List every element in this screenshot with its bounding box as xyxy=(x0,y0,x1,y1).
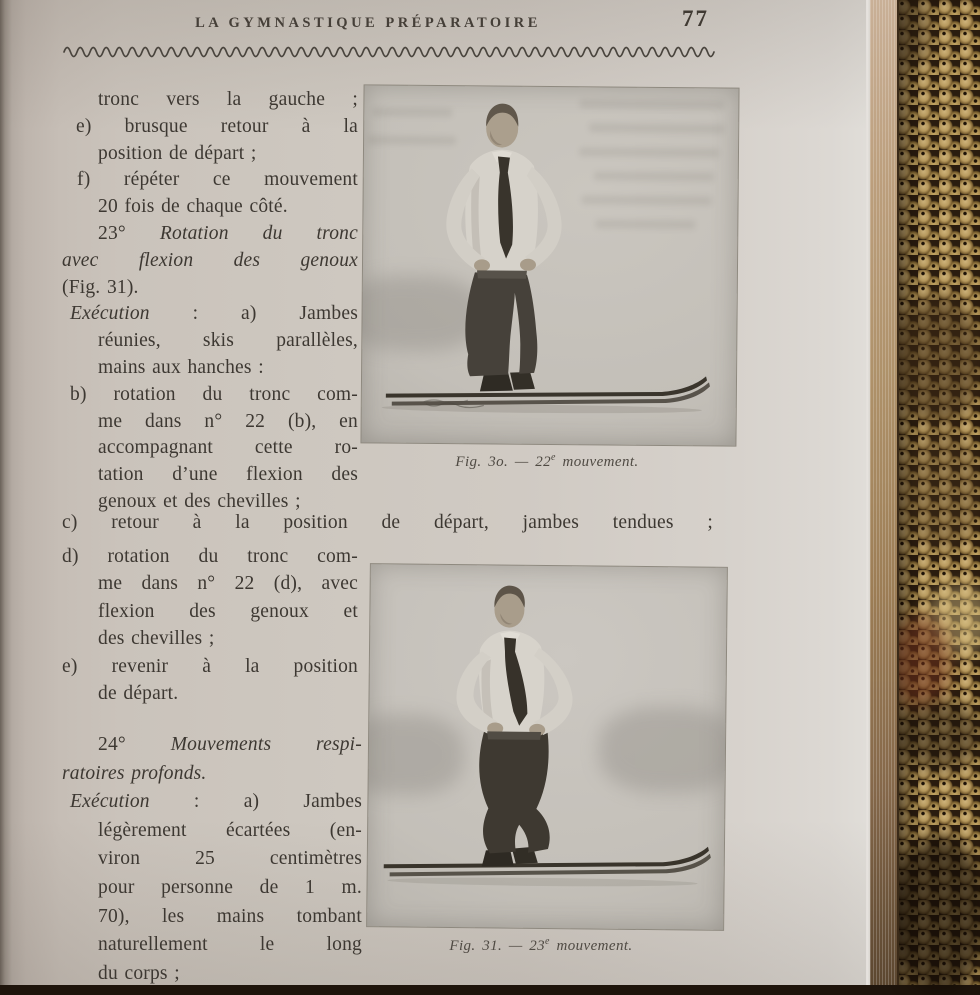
text-segment: me dans n° 22 (b), en xyxy=(98,411,358,432)
text-segment: mains aux hanches : xyxy=(98,357,264,378)
sequin-shade-patch xyxy=(893,295,980,425)
text-line xyxy=(98,627,358,650)
text-line xyxy=(98,819,362,842)
text-line xyxy=(98,733,362,756)
book-page-stack-edge xyxy=(870,0,899,985)
caption-text: Fig. 31. — 23 xyxy=(449,938,546,954)
text-line xyxy=(98,490,358,513)
italic-text-segment: Rotation du tronc xyxy=(159,223,358,244)
page-number: 77 xyxy=(682,6,709,31)
sequin-fabric-background xyxy=(897,0,980,985)
text-line xyxy=(98,682,358,705)
text-line xyxy=(98,600,358,623)
text-line xyxy=(98,88,358,111)
sequin-shade-patch xyxy=(891,615,951,710)
text-line xyxy=(98,195,358,218)
text-segment: c) retour à la position de départ, jambes tendues ; xyxy=(62,512,713,533)
figure-30-caption xyxy=(382,452,712,471)
text-line xyxy=(76,115,358,138)
text-line xyxy=(62,249,358,272)
text-line xyxy=(98,463,358,486)
italic-text-segment: Exécution xyxy=(70,791,150,812)
sequin-shade-patch xyxy=(897,700,980,770)
text-line xyxy=(98,222,358,245)
text-segment: 23° xyxy=(98,223,160,244)
text-line xyxy=(98,933,362,956)
text-line xyxy=(98,847,362,870)
text-segment: 24° xyxy=(98,734,171,755)
text-line xyxy=(98,962,362,985)
figure-31-caption xyxy=(376,936,706,955)
text-line xyxy=(98,142,358,165)
text-segment: flexion des genoux et xyxy=(98,601,358,622)
text-segment: de départ. xyxy=(98,683,179,704)
text-segment: : a) Jambes xyxy=(149,791,362,812)
italic-text-segment: Exécution xyxy=(70,303,150,324)
text-line xyxy=(98,410,358,433)
caption-superscript: e xyxy=(551,452,556,463)
text-segment: accompagnant cette ro- xyxy=(98,437,358,458)
sequin-shade-patch xyxy=(889,835,980,995)
text-line xyxy=(70,383,358,406)
italic-text-segment: Mouvements respi- xyxy=(170,734,362,755)
text-segment: f) répéter ce mouvement xyxy=(77,169,358,190)
text-segment: naturellement le long xyxy=(98,934,362,955)
text-line xyxy=(98,905,362,928)
text-line xyxy=(77,168,358,191)
text-segment: tation d’une flexion des xyxy=(98,464,358,485)
text-line xyxy=(70,790,362,813)
running-title: LA GYMNASTIQUE PRÉPARATOIRE xyxy=(195,15,541,31)
text-line xyxy=(62,655,358,678)
text-segment: me dans n° 22 (d), avec xyxy=(98,573,358,594)
text-line xyxy=(98,876,362,899)
text-segment: b) rotation du tronc com- xyxy=(70,384,358,405)
skier-knees-bent-figure xyxy=(367,564,727,930)
text-segment: : a) Jambes xyxy=(149,303,358,324)
text-line xyxy=(62,276,358,299)
text-segment: pour personne de 1 m. xyxy=(98,877,362,898)
text-line xyxy=(98,572,358,595)
caption-superscript: e xyxy=(545,936,550,947)
text-segment: e) brusque retour à la xyxy=(76,116,358,137)
text-segment: viron 25 centimètres xyxy=(98,848,362,869)
sequin-shade-patch xyxy=(903,430,980,550)
text-segment: des chevilles ; xyxy=(98,628,215,649)
text-segment: e) revenir à la position xyxy=(62,656,358,677)
text-line xyxy=(98,356,358,379)
caption-text: mouvement. xyxy=(549,938,633,954)
text-segment: du corps ; xyxy=(98,963,180,984)
skier-standing-figure xyxy=(361,85,738,445)
text-line xyxy=(62,762,362,785)
figure-31-photo xyxy=(366,563,728,931)
italic-text-segment: ratoires profonds. xyxy=(62,763,207,784)
italic-text-segment: avec flexion des genoux xyxy=(62,250,358,271)
text-line xyxy=(62,545,358,568)
text-segment: position de départ ; xyxy=(98,143,257,164)
text-line xyxy=(98,436,358,459)
text-segment: genoux et des chevilles ; xyxy=(98,491,301,512)
caption-text: mouvement. xyxy=(555,454,639,470)
text-segment: 70), les mains tombant xyxy=(98,906,362,927)
text-segment: 20 fois de chaque côté. xyxy=(98,196,288,217)
caption-text: Fig. 3o. — 22 xyxy=(455,454,552,470)
text-segment: légèrement écartées (en- xyxy=(98,820,362,841)
text-line xyxy=(62,511,713,534)
text-segment: d) rotation du tronc com- xyxy=(62,546,358,567)
text-line xyxy=(70,302,358,325)
text-segment: réunies, skis parallèles, xyxy=(98,330,358,351)
wavy-rule xyxy=(62,43,716,59)
text-segment: (Fig. 31). xyxy=(62,277,139,298)
text-segment: tronc vers la gauche ; xyxy=(98,89,358,110)
text-line xyxy=(98,329,358,352)
figure-30-photo xyxy=(360,84,739,446)
